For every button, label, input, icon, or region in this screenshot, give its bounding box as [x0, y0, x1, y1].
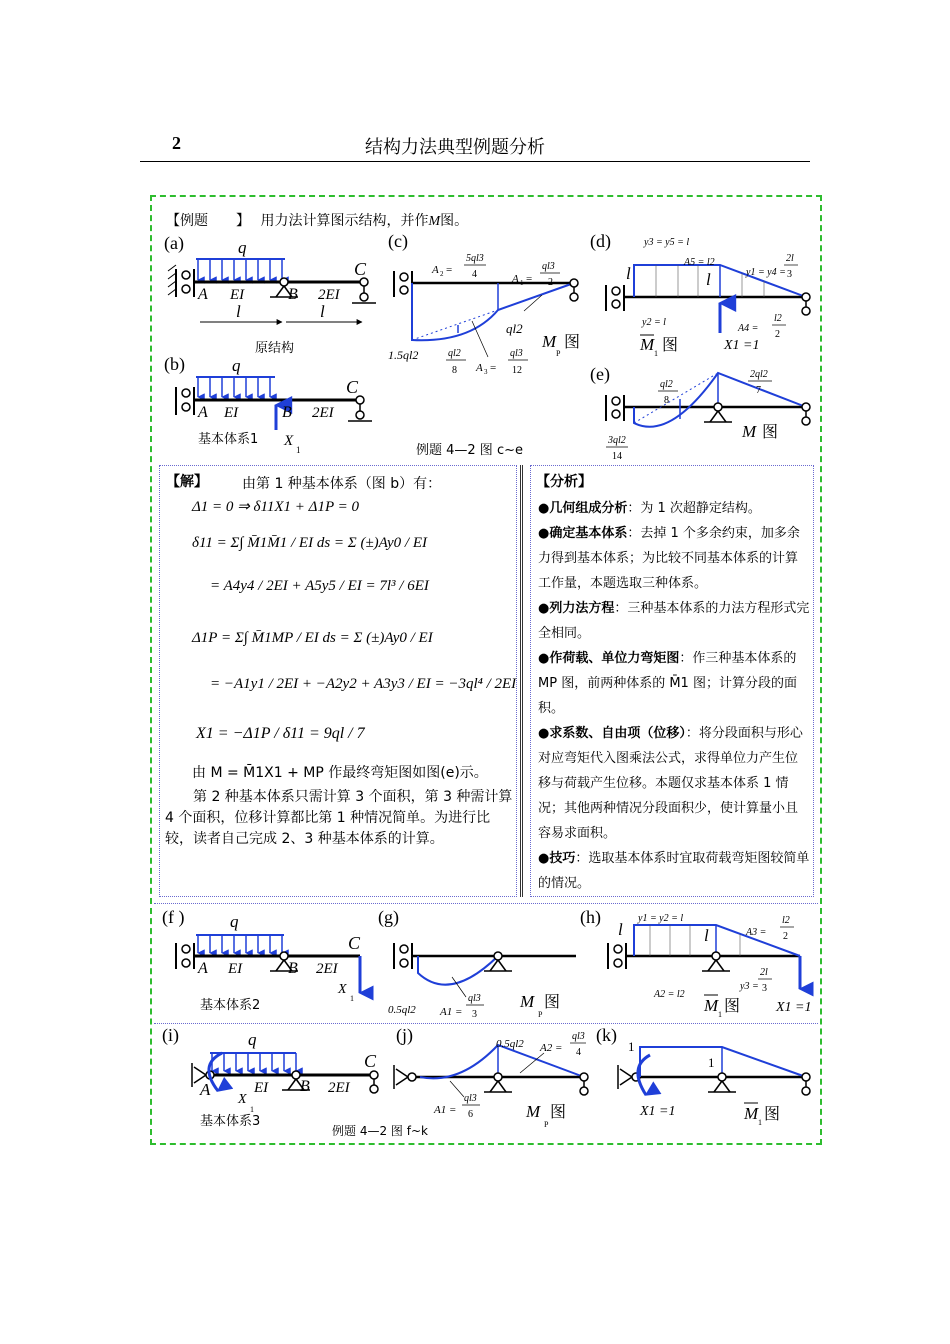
- figures-bottom: [150, 905, 822, 1141]
- c-tu: 图: [564, 332, 581, 351]
- eq-x1: X1 = −Δ1P / δ11 = 9ql / 7: [196, 725, 365, 742]
- header-rule: [140, 161, 810, 162]
- svg-text:14: 14: [612, 451, 622, 462]
- figures-top: [150, 225, 822, 465]
- f-q-label: q: [230, 912, 239, 931]
- svg-text:2l: 2l: [760, 967, 768, 978]
- k-1b: 1: [708, 1055, 715, 1070]
- label-a: (a): [164, 233, 184, 253]
- b-label-EI: EI: [224, 405, 239, 421]
- a-dim-l2: l: [320, 302, 325, 321]
- eq-delta1p: Δ1P = Σ∫ M̄1MP / EI ds = Σ (±)Ay0 / EI: [192, 630, 433, 646]
- svg-text:1: 1: [718, 1010, 722, 1019]
- label-h: (h): [580, 907, 601, 927]
- k-1a: 1: [628, 1039, 635, 1054]
- svg-text:ql3: ql3: [464, 1093, 477, 1104]
- label-d: (d): [590, 231, 611, 251]
- label-b: (b): [164, 354, 185, 374]
- a-dim-l1: l: [236, 302, 241, 321]
- k-X1eq1: X1 =1: [640, 1104, 676, 1119]
- b-x1: X: [284, 433, 294, 449]
- a-label-EI: EI: [230, 287, 245, 303]
- analysis-item-3: ●列力法方程：三种基本体系的力法方程形式完全相同。: [538, 601, 810, 641]
- separator-1: [154, 903, 818, 904]
- problem-m-symbol: M: [428, 214, 441, 229]
- a-label-B: B: [288, 286, 298, 303]
- b-q-label: q: [232, 356, 241, 375]
- svg-text:3: 3: [762, 983, 767, 994]
- d-fixed-support-icon: [606, 285, 624, 311]
- b-caption: 基本体系1: [198, 432, 259, 447]
- svg-text:8: 8: [452, 365, 457, 376]
- b-label-C: C: [346, 377, 359, 397]
- d-M1: M: [640, 335, 655, 354]
- svg-text:C: C: [364, 1051, 377, 1071]
- a-label-A: A: [198, 286, 208, 303]
- svg-text:M: M: [744, 1104, 759, 1123]
- eq-delta11: δ11 = Σ∫ M̄1M̄1 / EI ds = Σ (±)Ay0 / EI: [192, 535, 427, 551]
- label-c: (c): [388, 231, 408, 251]
- label-e: (e): [590, 364, 610, 384]
- f-fixed-support-icon: [176, 943, 194, 969]
- svg-text:3: 3: [787, 269, 792, 280]
- b-label-B: B: [282, 404, 292, 421]
- e-M: M: [742, 422, 757, 441]
- e-ql2: ql2: [660, 379, 673, 390]
- c-ql3-12: ql3: [510, 348, 523, 359]
- c-ql2: ql2: [506, 321, 523, 336]
- svg-text:2l: 2l: [786, 253, 794, 264]
- solution-title: 【解】: [166, 474, 208, 490]
- svg-text:1: 1: [520, 279, 524, 287]
- analysis-item-6: ●技巧：选取基本体系时宜取荷载弯矩图较简单的情况。: [538, 851, 810, 891]
- h-moment-outline: [634, 925, 800, 956]
- svg-text:2: 2: [548, 277, 553, 288]
- d-roller-support-icon: [802, 293, 810, 315]
- d-X1eq1: X1 =1: [724, 338, 760, 353]
- label-f: (f ): [162, 907, 185, 927]
- analysis-item-1: ●几何组成分析：为 1 次超静定结构。: [538, 501, 761, 516]
- svg-text:X: X: [238, 1092, 247, 1107]
- c-roller-support-icon: [570, 279, 578, 301]
- c-ql2-8: ql2: [448, 348, 461, 359]
- h-l-mid: l: [704, 926, 709, 945]
- svg-text:2EI: 2EI: [316, 961, 338, 977]
- k-roller-support-c-icon: [802, 1073, 810, 1095]
- svg-text:P: P: [544, 1120, 549, 1129]
- analysis-item-2: ●确定基本体系：去掉 1 个多余约束，加多余力得到基本体系；为比较不同基本体系的计算工作量，本题选取三种体系。: [538, 526, 800, 591]
- b-fixed-support-icon: [176, 387, 194, 415]
- h-l-left: l: [618, 920, 623, 939]
- label-i: (i): [162, 1025, 179, 1045]
- j-A1: A1 =: [434, 1104, 457, 1116]
- svg-text:C: C: [348, 933, 361, 953]
- a-q-label: q: [238, 238, 247, 257]
- d-y2: y2 = l: [642, 317, 666, 328]
- h-y1y2: y1 = y2 = l: [638, 913, 684, 924]
- svg-text:=: =: [526, 273, 533, 285]
- g-05ql2: 0.5ql2: [388, 1004, 416, 1016]
- svg-text:2: 2: [783, 931, 788, 942]
- svg-text:ql3: ql3: [572, 1031, 585, 1042]
- label-g: (g): [378, 907, 399, 927]
- eq-compat: Δ1 = 0 ⇒ δ11X1 + Δ1P = 0: [192, 499, 359, 515]
- h-fixed-support-icon: [608, 943, 626, 969]
- a-label-C: C: [354, 259, 367, 279]
- svg-text:=: =: [446, 264, 453, 276]
- d-tu: 图: [662, 335, 679, 354]
- c-A3: A: [476, 362, 483, 374]
- c-A2-num: 5ql3: [466, 253, 484, 264]
- e-tu: 图: [762, 422, 779, 441]
- svg-text:B: B: [300, 1078, 310, 1095]
- c-A1-num: ql3: [542, 261, 555, 272]
- analysis-title: 【分析】: [536, 474, 592, 490]
- svg-text:12: 12: [512, 365, 522, 376]
- e-fixed-support-icon: [606, 395, 624, 421]
- f-caption: 基本体系2: [200, 998, 261, 1013]
- d-A5: A5 = l2: [684, 257, 715, 268]
- b-x1-sub: 1: [296, 445, 301, 455]
- svg-text:2: 2: [775, 329, 780, 340]
- svg-text:A: A: [198, 960, 208, 977]
- svg-text:l2: l2: [774, 313, 782, 324]
- page-number: 2: [172, 133, 181, 153]
- svg-text:2: 2: [440, 270, 444, 278]
- c-fixed-support-icon: [394, 271, 412, 297]
- solution-intro: 由第 1 种基本体系（图 b）有：: [242, 476, 442, 492]
- svg-text:图: 图: [724, 996, 741, 1015]
- svg-text:3: 3: [484, 368, 488, 376]
- svg-text:M: M: [704, 996, 719, 1015]
- label-k: (k): [596, 1025, 617, 1045]
- g-A1: A1 =: [440, 1006, 463, 1018]
- svg-text:A: A: [200, 1080, 211, 1099]
- svg-text:EI: EI: [228, 961, 243, 977]
- svg-text:1: 1: [654, 349, 658, 358]
- i-q-label: q: [248, 1030, 257, 1049]
- svg-text:l2: l2: [782, 915, 790, 926]
- eq-delta11-value: = A4y4 / 2EI + A5y5 / EI = 7l³ / 6EI: [210, 578, 429, 594]
- svg-text:=: =: [490, 362, 497, 374]
- caption-fk: 例题 4—2 图 f~k: [332, 1124, 428, 1138]
- svg-text:M: M: [526, 1102, 541, 1121]
- a-fixed-support-icon: [168, 265, 194, 297]
- problem-text: 用力法计算图示结构，并作: [260, 213, 429, 229]
- c-MP: M: [542, 332, 557, 351]
- j-A2: A2 =: [540, 1042, 563, 1054]
- e-roller-support-icon: [802, 403, 810, 425]
- label-j: (j): [396, 1025, 413, 1045]
- eq-delta1p-value: = −A1y1 / 2EI + −A2y2 + A3y3 / EI = −3ql⁴ / 2EI: [210, 676, 517, 692]
- solution-paragraph: 第 2 种基本体系只需计算 3 个面积，第 3 种需计算 4 个面积，位移计算都比第 1 种情况简单。为进行比较，读者自己完成 2、3 种基本体系的计算。: [165, 789, 513, 847]
- d-y1y4: y1 = y4 =: [746, 267, 786, 278]
- h-X1eq1: X1 =1: [776, 1000, 812, 1015]
- b-label-2EI: 2EI: [312, 405, 334, 421]
- c-15ql2: 1.5ql2: [388, 348, 419, 362]
- j-pin-support-a-icon: [394, 1065, 416, 1089]
- a-label-2EI: 2EI: [318, 287, 340, 303]
- svg-text:图: 图: [550, 1102, 567, 1121]
- svg-text:3: 3: [472, 1009, 477, 1020]
- svg-text:1: 1: [350, 994, 354, 1003]
- d-l-mid: l: [706, 270, 711, 289]
- svg-text:2EI: 2EI: [328, 1080, 350, 1096]
- h-y3: y3 =: [740, 981, 759, 992]
- svg-text:P: P: [556, 349, 561, 358]
- analysis-item-5: ●求系数、自由项（位移）：将分段面积与形心对应弯矩代入图乘法公式，求得单位力产生位移与荷载产生位移。本题仅求基本体系 1 情况；其他两种情况分段面积少，使计算量小且容易求面积。: [538, 726, 803, 841]
- svg-text:图: 图: [544, 992, 561, 1011]
- svg-text:1: 1: [250, 1105, 254, 1114]
- d-A4: A4 =: [738, 323, 759, 334]
- d-l-left: l: [626, 264, 631, 283]
- svg-text:B: B: [288, 960, 298, 977]
- svg-text:8: 8: [664, 395, 669, 406]
- problem-suffix: 图。: [440, 213, 469, 229]
- analysis-item-4: ●作荷载、单位力弯矩图：作三种基本体系的 MP 图，前两种体系的 M̄1 图；计算分段的面积。: [538, 651, 797, 716]
- k-pin-support-a-icon: [618, 1065, 640, 1089]
- h-A2: A2 = l2: [654, 989, 685, 1000]
- e-2ql2: 2ql2: [750, 369, 768, 380]
- svg-text:6: 6: [468, 1109, 473, 1120]
- eq-final-m: 由 M = M̄1X1 + MP 作最终弯矩图如图(e)示。: [192, 765, 488, 781]
- g-fixed-support-icon: [394, 943, 412, 969]
- d-y3y5: y3 = y5 = l: [644, 237, 690, 248]
- i-roller-support-c-icon: [370, 1071, 378, 1093]
- svg-text:图: 图: [764, 1104, 781, 1123]
- caption-ce: 例题 4—2 图 c~e: [416, 443, 523, 458]
- running-title: 结构力法典型例题分析: [365, 137, 545, 158]
- i-caption: 基本体系3: [200, 1114, 261, 1129]
- svg-text:7: 7: [756, 385, 761, 396]
- svg-text:4: 4: [472, 269, 477, 280]
- c-A1: A: [512, 273, 519, 285]
- e-3ql2: 3ql2: [608, 435, 626, 446]
- b-label-A: A: [198, 404, 208, 421]
- column-divider: [520, 465, 523, 897]
- svg-text:EI: EI: [254, 1080, 269, 1096]
- a-caption: 原结构: [255, 341, 295, 356]
- svg-text:X: X: [338, 982, 347, 997]
- h-A3: A3 =: [746, 927, 767, 938]
- svg-text:ql3: ql3: [468, 993, 481, 1004]
- c-A2: A: [432, 264, 439, 276]
- svg-text:P: P: [538, 1010, 543, 1019]
- svg-text:1: 1: [758, 1118, 762, 1127]
- svg-text:M: M: [520, 992, 535, 1011]
- problem-lead: 【例题 】: [166, 213, 250, 229]
- j-roller-support-c-icon: [580, 1073, 588, 1095]
- j-05ql2: 0.5ql2: [496, 1038, 524, 1050]
- svg-text:4: 4: [576, 1047, 581, 1058]
